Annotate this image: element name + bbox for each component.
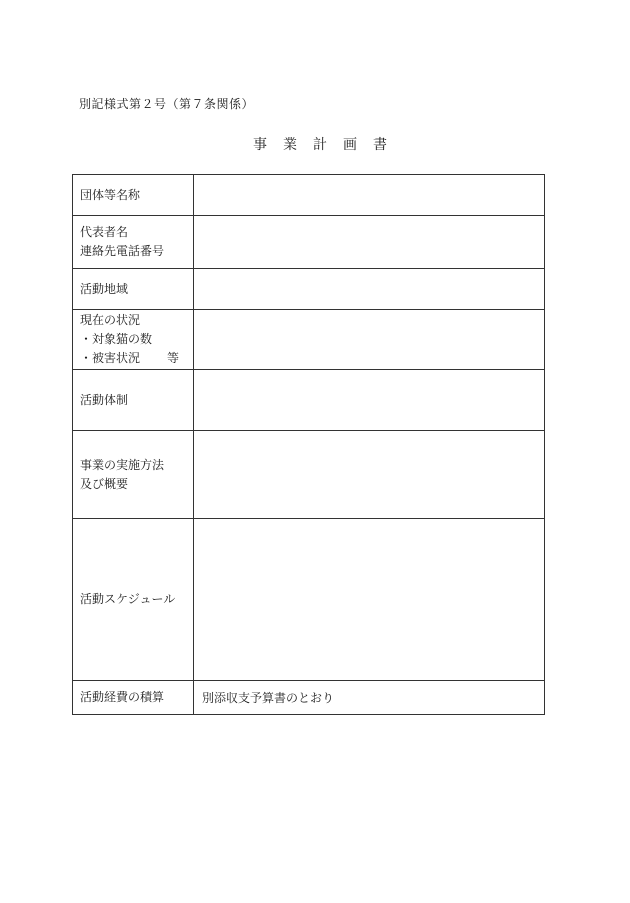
label-organization-name: [73, 175, 194, 216]
title-char: 計: [313, 137, 327, 153]
label-suffix: 等: [166, 351, 179, 365]
label-current-status: [73, 310, 194, 370]
label-expense-estimate: [73, 681, 194, 715]
label-activity-area: [73, 269, 194, 310]
value-expense-estimate: 別添収支予算書のとおり: [194, 681, 545, 715]
label-text: 団体等名称: [80, 187, 141, 202]
label-representative: [73, 216, 194, 269]
value-organization-name[interactable]: [194, 175, 545, 216]
plan-table: [72, 174, 545, 715]
label-text: 活動地域: [80, 281, 129, 296]
title-char: 業: [283, 137, 297, 153]
value-activity-area[interactable]: [194, 269, 545, 310]
label-text: 現在の状況: [80, 313, 141, 327]
label-text: 活動経費の積算: [80, 690, 165, 704]
title-char: 画: [343, 137, 357, 153]
title-char: 事: [253, 137, 267, 153]
value-activity-structure[interactable]: [194, 370, 545, 431]
value-activity-schedule[interactable]: [194, 519, 545, 681]
label-text: 及び概要: [80, 476, 129, 491]
table-row-expense-estimate: [73, 681, 545, 715]
label-implementation-method: [73, 431, 194, 519]
label-text: 代表者名: [80, 225, 129, 239]
table-row-activity-structure: [73, 370, 545, 431]
table-row-implementation-method: [73, 431, 545, 519]
label-activity-structure: [73, 370, 194, 431]
label-text-line: [80, 349, 193, 368]
label-activity-schedule: [73, 519, 194, 681]
label-text: 活動体制: [80, 392, 129, 407]
value-current-status[interactable]: [194, 310, 545, 370]
title-char: 書: [373, 137, 387, 153]
document-title: [0, 134, 630, 154]
form-number: 別記様式第２号（第７条関係）: [79, 97, 255, 111]
label-text: ・被害状況: [80, 351, 141, 365]
table-row-activity-schedule: [73, 519, 545, 681]
label-text: ・対象猫の数: [80, 332, 153, 346]
table-row-representative: [73, 216, 545, 269]
label-text: 活動スケジュール: [80, 592, 176, 606]
table-row-organization-name: [73, 175, 545, 216]
table-row-current-status: [73, 310, 545, 370]
value-representative[interactable]: [194, 216, 545, 269]
table-row-activity-area: [73, 269, 545, 310]
label-text: 連絡先電話番号: [80, 244, 165, 258]
label-text: 事業の実施方法: [80, 457, 165, 472]
value-implementation-method[interactable]: [194, 431, 545, 519]
